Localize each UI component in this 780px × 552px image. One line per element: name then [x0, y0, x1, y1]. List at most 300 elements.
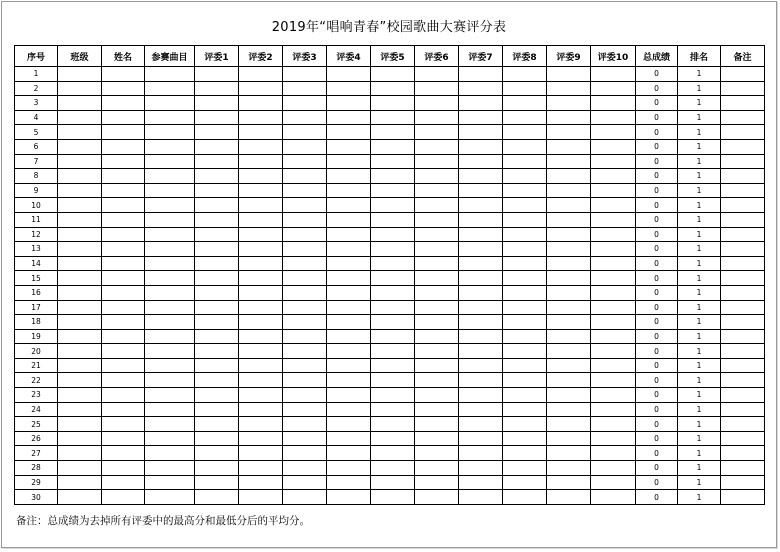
cell-judge-8[interactable]: [503, 461, 547, 476]
cell-judge-6[interactable]: [415, 198, 459, 213]
cell-class[interactable]: [58, 198, 102, 213]
cell-judge-7[interactable]: [459, 96, 503, 111]
cell-judge-2[interactable]: [239, 198, 283, 213]
cell-judge-10[interactable]: [591, 81, 636, 96]
cell-judge-9[interactable]: [547, 358, 591, 373]
cell-index[interactable]: 15: [15, 271, 58, 286]
cell-judge-1[interactable]: [195, 212, 239, 227]
cell-remark[interactable]: [721, 110, 765, 125]
cell-rank[interactable]: 1: [678, 388, 721, 403]
cell-remark[interactable]: [721, 461, 765, 476]
cell-judge-4[interactable]: [327, 110, 371, 125]
cell-class[interactable]: [58, 315, 102, 330]
cell-rank[interactable]: 1: [678, 358, 721, 373]
cell-class[interactable]: [58, 358, 102, 373]
cell-judge-4[interactable]: [327, 461, 371, 476]
cell-judge-1[interactable]: [195, 329, 239, 344]
cell-song[interactable]: [145, 256, 195, 271]
cell-rank[interactable]: 1: [678, 139, 721, 154]
cell-index[interactable]: 16: [15, 285, 58, 300]
cell-song[interactable]: [145, 461, 195, 476]
cell-rank[interactable]: 1: [678, 315, 721, 330]
cell-judge-3[interactable]: [283, 242, 327, 257]
cell-judge-7[interactable]: [459, 256, 503, 271]
cell-judge-7[interactable]: [459, 344, 503, 359]
cell-remark[interactable]: [721, 300, 765, 315]
cell-judge-7[interactable]: [459, 198, 503, 213]
cell-judge-7[interactable]: [459, 67, 503, 82]
cell-index[interactable]: 8: [15, 169, 58, 184]
cell-judge-2[interactable]: [239, 96, 283, 111]
cell-index[interactable]: 14: [15, 256, 58, 271]
cell-judge-2[interactable]: [239, 125, 283, 140]
cell-judge-2[interactable]: [239, 388, 283, 403]
cell-song[interactable]: [145, 388, 195, 403]
cell-judge-7[interactable]: [459, 183, 503, 198]
cell-rank[interactable]: 1: [678, 154, 721, 169]
cell-judge-3[interactable]: [283, 183, 327, 198]
cell-total[interactable]: 0: [636, 490, 678, 505]
cell-judge-3[interactable]: [283, 198, 327, 213]
cell-judge-4[interactable]: [327, 285, 371, 300]
cell-judge-3[interactable]: [283, 373, 327, 388]
cell-remark[interactable]: [721, 329, 765, 344]
cell-name[interactable]: [102, 67, 145, 82]
cell-rank[interactable]: 1: [678, 227, 721, 242]
cell-judge-1[interactable]: [195, 198, 239, 213]
cell-index[interactable]: 1: [15, 67, 58, 82]
cell-rank[interactable]: 1: [678, 461, 721, 476]
cell-remark[interactable]: [721, 344, 765, 359]
cell-name[interactable]: [102, 344, 145, 359]
cell-song[interactable]: [145, 315, 195, 330]
cell-remark[interactable]: [721, 96, 765, 111]
cell-judge-5[interactable]: [371, 300, 415, 315]
cell-judge-6[interactable]: [415, 461, 459, 476]
cell-total[interactable]: 0: [636, 125, 678, 140]
cell-remark[interactable]: [721, 212, 765, 227]
cell-index[interactable]: 25: [15, 417, 58, 432]
cell-judge-2[interactable]: [239, 154, 283, 169]
cell-rank[interactable]: 1: [678, 329, 721, 344]
cell-name[interactable]: [102, 329, 145, 344]
cell-total[interactable]: 0: [636, 139, 678, 154]
cell-rank[interactable]: 1: [678, 417, 721, 432]
cell-judge-4[interactable]: [327, 271, 371, 286]
cell-judge-6[interactable]: [415, 446, 459, 461]
cell-rank[interactable]: 1: [678, 446, 721, 461]
cell-class[interactable]: [58, 417, 102, 432]
cell-judge-3[interactable]: [283, 256, 327, 271]
cell-judge-2[interactable]: [239, 373, 283, 388]
cell-name[interactable]: [102, 242, 145, 257]
cell-song[interactable]: [145, 169, 195, 184]
cell-total[interactable]: 0: [636, 373, 678, 388]
cell-total[interactable]: 0: [636, 431, 678, 446]
cell-judge-3[interactable]: [283, 285, 327, 300]
cell-judge-5[interactable]: [371, 110, 415, 125]
cell-class[interactable]: [58, 402, 102, 417]
cell-remark[interactable]: [721, 417, 765, 432]
cell-judge-5[interactable]: [371, 81, 415, 96]
cell-judge-4[interactable]: [327, 96, 371, 111]
cell-judge-2[interactable]: [239, 271, 283, 286]
cell-remark[interactable]: [721, 271, 765, 286]
cell-judge-8[interactable]: [503, 169, 547, 184]
cell-judge-4[interactable]: [327, 490, 371, 505]
cell-total[interactable]: 0: [636, 388, 678, 403]
cell-judge-4[interactable]: [327, 227, 371, 242]
cell-judge-4[interactable]: [327, 198, 371, 213]
cell-class[interactable]: [58, 285, 102, 300]
header-judge-1[interactable]: 评委1: [195, 46, 239, 67]
cell-index[interactable]: 6: [15, 139, 58, 154]
cell-judge-8[interactable]: [503, 446, 547, 461]
cell-judge-9[interactable]: [547, 96, 591, 111]
cell-judge-9[interactable]: [547, 446, 591, 461]
cell-judge-4[interactable]: [327, 344, 371, 359]
cell-class[interactable]: [58, 256, 102, 271]
cell-name[interactable]: [102, 198, 145, 213]
cell-judge-5[interactable]: [371, 285, 415, 300]
cell-judge-1[interactable]: [195, 183, 239, 198]
cell-judge-2[interactable]: [239, 315, 283, 330]
cell-judge-8[interactable]: [503, 183, 547, 198]
cell-judge-7[interactable]: [459, 125, 503, 140]
cell-song[interactable]: [145, 227, 195, 242]
cell-judge-2[interactable]: [239, 256, 283, 271]
cell-judge-2[interactable]: [239, 344, 283, 359]
cell-name[interactable]: [102, 125, 145, 140]
cell-class[interactable]: [58, 139, 102, 154]
cell-rank[interactable]: 1: [678, 431, 721, 446]
cell-total[interactable]: 0: [636, 461, 678, 476]
cell-rank[interactable]: 1: [678, 300, 721, 315]
cell-index[interactable]: 12: [15, 227, 58, 242]
cell-judge-10[interactable]: [591, 67, 636, 82]
cell-remark[interactable]: [721, 139, 765, 154]
cell-song[interactable]: [145, 358, 195, 373]
cell-judge-5[interactable]: [371, 431, 415, 446]
cell-total[interactable]: 0: [636, 344, 678, 359]
cell-judge-8[interactable]: [503, 285, 547, 300]
cell-judge-10[interactable]: [591, 285, 636, 300]
cell-judge-5[interactable]: [371, 344, 415, 359]
cell-judge-9[interactable]: [547, 329, 591, 344]
cell-judge-2[interactable]: [239, 329, 283, 344]
cell-song[interactable]: [145, 285, 195, 300]
cell-judge-5[interactable]: [371, 169, 415, 184]
cell-index[interactable]: 29: [15, 475, 58, 490]
cell-remark[interactable]: [721, 490, 765, 505]
cell-judge-6[interactable]: [415, 67, 459, 82]
cell-judge-10[interactable]: [591, 431, 636, 446]
cell-judge-7[interactable]: [459, 285, 503, 300]
header-judge-5[interactable]: 评委5: [371, 46, 415, 67]
cell-judge-5[interactable]: [371, 67, 415, 82]
cell-judge-6[interactable]: [415, 256, 459, 271]
cell-rank[interactable]: 1: [678, 373, 721, 388]
cell-judge-9[interactable]: [547, 198, 591, 213]
cell-judge-5[interactable]: [371, 96, 415, 111]
cell-song[interactable]: [145, 402, 195, 417]
cell-judge-5[interactable]: [371, 212, 415, 227]
cell-judge-5[interactable]: [371, 329, 415, 344]
cell-judge-4[interactable]: [327, 417, 371, 432]
cell-judge-5[interactable]: [371, 446, 415, 461]
cell-judge-6[interactable]: [415, 285, 459, 300]
cell-remark[interactable]: [721, 358, 765, 373]
cell-name[interactable]: [102, 110, 145, 125]
cell-song[interactable]: [145, 329, 195, 344]
cell-judge-8[interactable]: [503, 358, 547, 373]
cell-judge-4[interactable]: [327, 475, 371, 490]
cell-judge-4[interactable]: [327, 183, 371, 198]
cell-name[interactable]: [102, 139, 145, 154]
cell-judge-5[interactable]: [371, 461, 415, 476]
cell-judge-7[interactable]: [459, 431, 503, 446]
cell-judge-8[interactable]: [503, 329, 547, 344]
cell-total[interactable]: 0: [636, 402, 678, 417]
cell-judge-10[interactable]: [591, 315, 636, 330]
cell-judge-9[interactable]: [547, 344, 591, 359]
cell-judge-2[interactable]: [239, 227, 283, 242]
cell-judge-4[interactable]: [327, 154, 371, 169]
cell-judge-10[interactable]: [591, 139, 636, 154]
cell-judge-1[interactable]: [195, 242, 239, 257]
cell-name[interactable]: [102, 96, 145, 111]
cell-judge-8[interactable]: [503, 431, 547, 446]
cell-judge-2[interactable]: [239, 212, 283, 227]
cell-index[interactable]: 24: [15, 402, 58, 417]
cell-judge-7[interactable]: [459, 212, 503, 227]
cell-judge-6[interactable]: [415, 315, 459, 330]
cell-judge-5[interactable]: [371, 490, 415, 505]
cell-name[interactable]: [102, 431, 145, 446]
cell-judge-6[interactable]: [415, 212, 459, 227]
cell-judge-6[interactable]: [415, 373, 459, 388]
cell-judge-2[interactable]: [239, 139, 283, 154]
cell-judge-4[interactable]: [327, 242, 371, 257]
cell-judge-5[interactable]: [371, 242, 415, 257]
cell-judge-9[interactable]: [547, 81, 591, 96]
cell-judge-6[interactable]: [415, 227, 459, 242]
cell-judge-8[interactable]: [503, 490, 547, 505]
cell-total[interactable]: 0: [636, 300, 678, 315]
cell-judge-6[interactable]: [415, 154, 459, 169]
cell-judge-9[interactable]: [547, 475, 591, 490]
cell-name[interactable]: [102, 358, 145, 373]
cell-judge-2[interactable]: [239, 490, 283, 505]
cell-total[interactable]: 0: [636, 169, 678, 184]
cell-index[interactable]: 30: [15, 490, 58, 505]
cell-song[interactable]: [145, 67, 195, 82]
cell-judge-4[interactable]: [327, 67, 371, 82]
cell-song[interactable]: [145, 344, 195, 359]
cell-judge-5[interactable]: [371, 183, 415, 198]
cell-judge-3[interactable]: [283, 402, 327, 417]
cell-name[interactable]: [102, 285, 145, 300]
cell-class[interactable]: [58, 490, 102, 505]
cell-judge-7[interactable]: [459, 329, 503, 344]
cell-name[interactable]: [102, 373, 145, 388]
cell-judge-8[interactable]: [503, 388, 547, 403]
cell-judge-4[interactable]: [327, 300, 371, 315]
cell-judge-9[interactable]: [547, 125, 591, 140]
cell-judge-10[interactable]: [591, 183, 636, 198]
cell-judge-3[interactable]: [283, 227, 327, 242]
cell-judge-2[interactable]: [239, 242, 283, 257]
cell-index[interactable]: 5: [15, 125, 58, 140]
cell-judge-10[interactable]: [591, 125, 636, 140]
cell-judge-8[interactable]: [503, 154, 547, 169]
cell-judge-10[interactable]: [591, 446, 636, 461]
cell-judge-7[interactable]: [459, 446, 503, 461]
cell-total[interactable]: 0: [636, 329, 678, 344]
cell-judge-8[interactable]: [503, 256, 547, 271]
cell-index[interactable]: 3: [15, 96, 58, 111]
cell-name[interactable]: [102, 212, 145, 227]
header-name[interactable]: 姓名: [102, 46, 145, 67]
cell-index[interactable]: 2: [15, 81, 58, 96]
cell-judge-8[interactable]: [503, 417, 547, 432]
cell-total[interactable]: 0: [636, 475, 678, 490]
cell-judge-2[interactable]: [239, 183, 283, 198]
cell-judge-1[interactable]: [195, 461, 239, 476]
cell-rank[interactable]: 1: [678, 96, 721, 111]
cell-judge-6[interactable]: [415, 490, 459, 505]
cell-judge-7[interactable]: [459, 110, 503, 125]
cell-judge-10[interactable]: [591, 490, 636, 505]
cell-total[interactable]: 0: [636, 256, 678, 271]
cell-class[interactable]: [58, 475, 102, 490]
cell-judge-9[interactable]: [547, 183, 591, 198]
cell-total[interactable]: 0: [636, 242, 678, 257]
cell-rank[interactable]: 1: [678, 344, 721, 359]
cell-rank[interactable]: 1: [678, 242, 721, 257]
cell-class[interactable]: [58, 212, 102, 227]
cell-total[interactable]: 0: [636, 285, 678, 300]
cell-judge-10[interactable]: [591, 256, 636, 271]
cell-class[interactable]: [58, 183, 102, 198]
cell-judge-1[interactable]: [195, 402, 239, 417]
cell-judge-1[interactable]: [195, 256, 239, 271]
cell-judge-4[interactable]: [327, 81, 371, 96]
cell-rank[interactable]: 1: [678, 212, 721, 227]
cell-name[interactable]: [102, 446, 145, 461]
cell-judge-4[interactable]: [327, 315, 371, 330]
cell-judge-9[interactable]: [547, 431, 591, 446]
cell-judge-4[interactable]: [327, 431, 371, 446]
cell-judge-1[interactable]: [195, 300, 239, 315]
cell-judge-8[interactable]: [503, 227, 547, 242]
cell-judge-10[interactable]: [591, 242, 636, 257]
cell-class[interactable]: [58, 271, 102, 286]
cell-judge-1[interactable]: [195, 475, 239, 490]
cell-name[interactable]: [102, 169, 145, 184]
cell-class[interactable]: [58, 373, 102, 388]
cell-rank[interactable]: 1: [678, 402, 721, 417]
cell-song[interactable]: [145, 242, 195, 257]
header-remark[interactable]: 备注: [721, 46, 765, 67]
cell-remark[interactable]: [721, 285, 765, 300]
cell-total[interactable]: 0: [636, 96, 678, 111]
cell-judge-4[interactable]: [327, 169, 371, 184]
cell-judge-7[interactable]: [459, 242, 503, 257]
cell-judge-2[interactable]: [239, 169, 283, 184]
cell-name[interactable]: [102, 183, 145, 198]
cell-index[interactable]: 21: [15, 358, 58, 373]
cell-class[interactable]: [58, 227, 102, 242]
cell-judge-1[interactable]: [195, 125, 239, 140]
cell-judge-6[interactable]: [415, 475, 459, 490]
cell-judge-8[interactable]: [503, 198, 547, 213]
cell-judge-8[interactable]: [503, 402, 547, 417]
cell-judge-1[interactable]: [195, 490, 239, 505]
cell-judge-2[interactable]: [239, 431, 283, 446]
cell-class[interactable]: [58, 169, 102, 184]
cell-judge-5[interactable]: [371, 227, 415, 242]
cell-class[interactable]: [58, 67, 102, 82]
cell-judge-10[interactable]: [591, 198, 636, 213]
cell-judge-10[interactable]: [591, 271, 636, 286]
cell-total[interactable]: 0: [636, 183, 678, 198]
cell-remark[interactable]: [721, 125, 765, 140]
cell-class[interactable]: [58, 431, 102, 446]
cell-judge-2[interactable]: [239, 67, 283, 82]
cell-index[interactable]: 13: [15, 242, 58, 257]
cell-remark[interactable]: [721, 256, 765, 271]
cell-judge-3[interactable]: [283, 431, 327, 446]
cell-rank[interactable]: 1: [678, 125, 721, 140]
cell-judge-9[interactable]: [547, 315, 591, 330]
cell-judge-9[interactable]: [547, 373, 591, 388]
cell-judge-4[interactable]: [327, 373, 371, 388]
cell-judge-10[interactable]: [591, 227, 636, 242]
header-judge-8[interactable]: 评委8: [503, 46, 547, 67]
header-index[interactable]: 序号: [15, 46, 58, 67]
cell-judge-9[interactable]: [547, 461, 591, 476]
cell-index[interactable]: 11: [15, 212, 58, 227]
cell-judge-10[interactable]: [591, 110, 636, 125]
cell-rank[interactable]: 1: [678, 81, 721, 96]
cell-judge-7[interactable]: [459, 139, 503, 154]
cell-judge-7[interactable]: [459, 81, 503, 96]
cell-judge-7[interactable]: [459, 490, 503, 505]
cell-judge-7[interactable]: [459, 300, 503, 315]
cell-index[interactable]: 26: [15, 431, 58, 446]
cell-judge-7[interactable]: [459, 388, 503, 403]
cell-remark[interactable]: [721, 388, 765, 403]
cell-judge-10[interactable]: [591, 475, 636, 490]
cell-judge-1[interactable]: [195, 139, 239, 154]
cell-judge-8[interactable]: [503, 96, 547, 111]
cell-song[interactable]: [145, 373, 195, 388]
header-judge-6[interactable]: 评委6: [415, 46, 459, 67]
cell-judge-8[interactable]: [503, 242, 547, 257]
cell-judge-8[interactable]: [503, 139, 547, 154]
header-judge-4[interactable]: 评委4: [327, 46, 371, 67]
cell-remark[interactable]: [721, 475, 765, 490]
cell-rank[interactable]: 1: [678, 169, 721, 184]
cell-judge-3[interactable]: [283, 300, 327, 315]
cell-remark[interactable]: [721, 169, 765, 184]
cell-remark[interactable]: [721, 315, 765, 330]
cell-judge-2[interactable]: [239, 446, 283, 461]
cell-judge-9[interactable]: [547, 271, 591, 286]
cell-name[interactable]: [102, 271, 145, 286]
cell-judge-9[interactable]: [547, 490, 591, 505]
